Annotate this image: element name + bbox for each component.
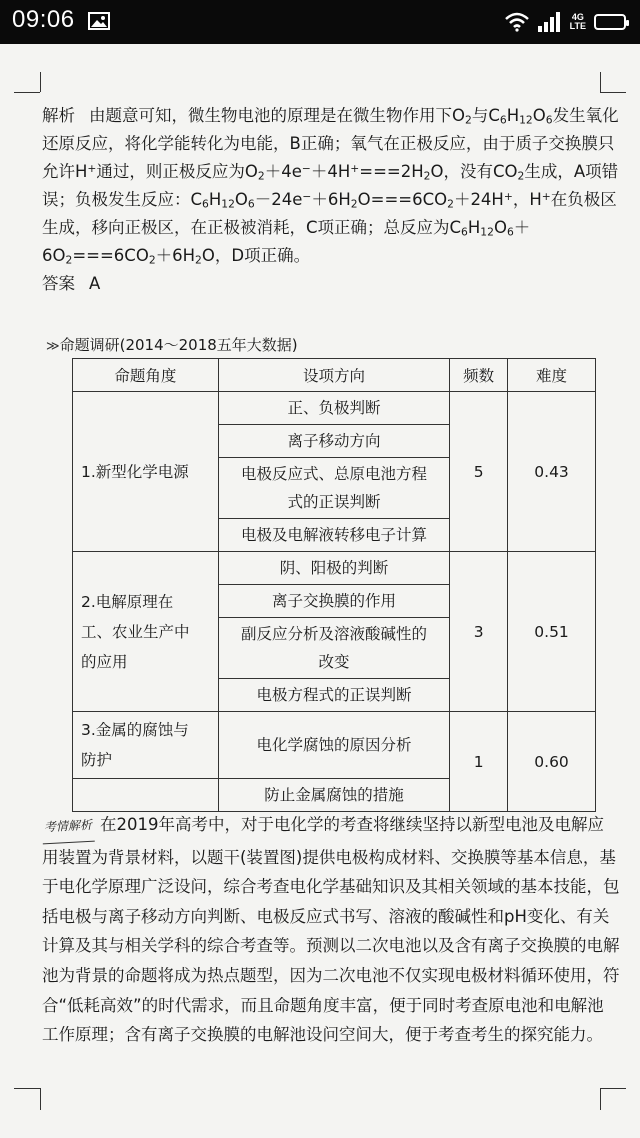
answer-value: A [89,274,101,293]
signal-icon [538,12,562,32]
header-cell: 设项方向 [218,359,449,392]
direction-cell: 电极及电解液转移电子计算 [218,519,449,552]
category-cell: 3.金属的腐蚀与 防护 [73,712,219,779]
status-time: 09:06 [12,6,75,33]
analysis-text: 在2019年高考中，对于电化学的考查将继续坚持以新型电池及电解应用装置为背景材料，以题干(装置图)提供电极构成材料、交换膜等基本信息，基于电化学原理广泛设问，综合考查电化学基础知识及其相关领域的基本技能，包括电极与离子移动方向判断、电极反应式书写、溶液的酸碱性和pH变化、有关计算及其与相关学科的综合考查等。预测以二次电池以及含有离子交换膜的电解池为背景的命题将成为热点题型，因为二次电池不仅实现电极材料循环使用，符合“低耗高效”的时代需求，而且命题角度丰富，便于同时考查原电池和电解池工作原理；含有离子交换膜的电解池设问空间大，便于考查考生的探究能力。 [42,815,620,1045]
crop-mark-bottom-right [600,1088,601,1110]
table-row [73,552,596,585]
answer-label: 答案 [42,274,75,293]
answer-line [42,270,620,298]
exam-stats-table [72,358,596,812]
crop-mark-top-right [600,92,626,93]
category-cell: 1.新型化学电源 [73,392,219,552]
wifi-icon [504,12,530,32]
status-bar [0,0,640,44]
frequency-cell: 1 [450,712,508,812]
direction-cell: 防止金属腐蚀的措施 [218,779,449,812]
document-page [0,44,640,1138]
difficulty-cell: 0.60 [508,712,596,812]
direction-cell: 副反应分析及溶液酸碱性的 改变 [218,618,449,679]
header-cell: 命题角度 [73,359,219,392]
header-cell: 难度 [508,359,596,392]
direction-cell: 离子移动方向 [218,425,449,458]
crop-mark-top-left [14,92,40,93]
analysis-paragraph: 解析 由题意可知，微生物电池的原理是在微生物作用下$O_2$与$C_6H_{12}O_6$发生氧化还原反应，将化学能转化为电能，B正确；氧气在正极反应，由于质子交换膜只允许H+通过，则正极反应为$O_2+4e^-+4H^+===2H_2O$，没有$CO_2$生成，A项错误；负极发生反应：$C_6H_{12}O_6-24e^-+6H_2O===6CO_2+24H^+$，H+在负极区生成，移向正极区，在正极被消耗，C项正确；总反应为$C_6H_{12}O_6+6O_2===6CO_2+6H_2O$，D项正确。 [42,106,619,267]
category-cell-empty [73,779,219,812]
frequency-cell: 3 [450,552,508,712]
network-type: 4G LTE [569,12,586,31]
crop-mark-bottom-right [600,1088,626,1089]
direction-cell: 离子交换膜的作用 [218,585,449,618]
table-row [73,392,596,425]
crop-mark-top-right [600,72,601,92]
table-header-row [73,359,596,392]
direction-cell: 电化学腐蚀的原因分析 [218,712,449,779]
crop-mark-bottom-left [14,1088,40,1089]
category-cell: 2.电解原理在 工、农业生产中 的应用 [73,552,219,712]
image-icon [88,12,110,30]
double-arrow-icon: ≫ [46,339,60,354]
exam-analysis-paragraph [42,810,620,1050]
battery-icon [594,14,626,30]
solution-analysis [42,102,620,298]
crop-mark-top-left [40,72,41,92]
difficulty-cell: 0.51 [508,552,596,712]
header-cell: 频数 [450,359,508,392]
section-title: 命题调研(2014～2018五年大数据) [59,336,298,354]
crop-mark-bottom-left [40,1088,41,1110]
direction-cell: 正、负极判断 [218,392,449,425]
table-row [73,712,596,779]
status-icons [504,10,626,34]
frequency-cell: 5 [450,392,508,552]
analysis-stamp: 考情解析 [41,811,95,844]
direction-cell: 电极反应式、总原电池方程 式的正误判断 [218,458,449,519]
direction-cell: 阴、阳极的判断 [218,552,449,585]
direction-cell: 电极方程式的正误判断 [218,679,449,712]
difficulty-cell: 0.43 [508,392,596,552]
section-heading [46,334,298,355]
analysis-label: 解析 [42,106,75,125]
